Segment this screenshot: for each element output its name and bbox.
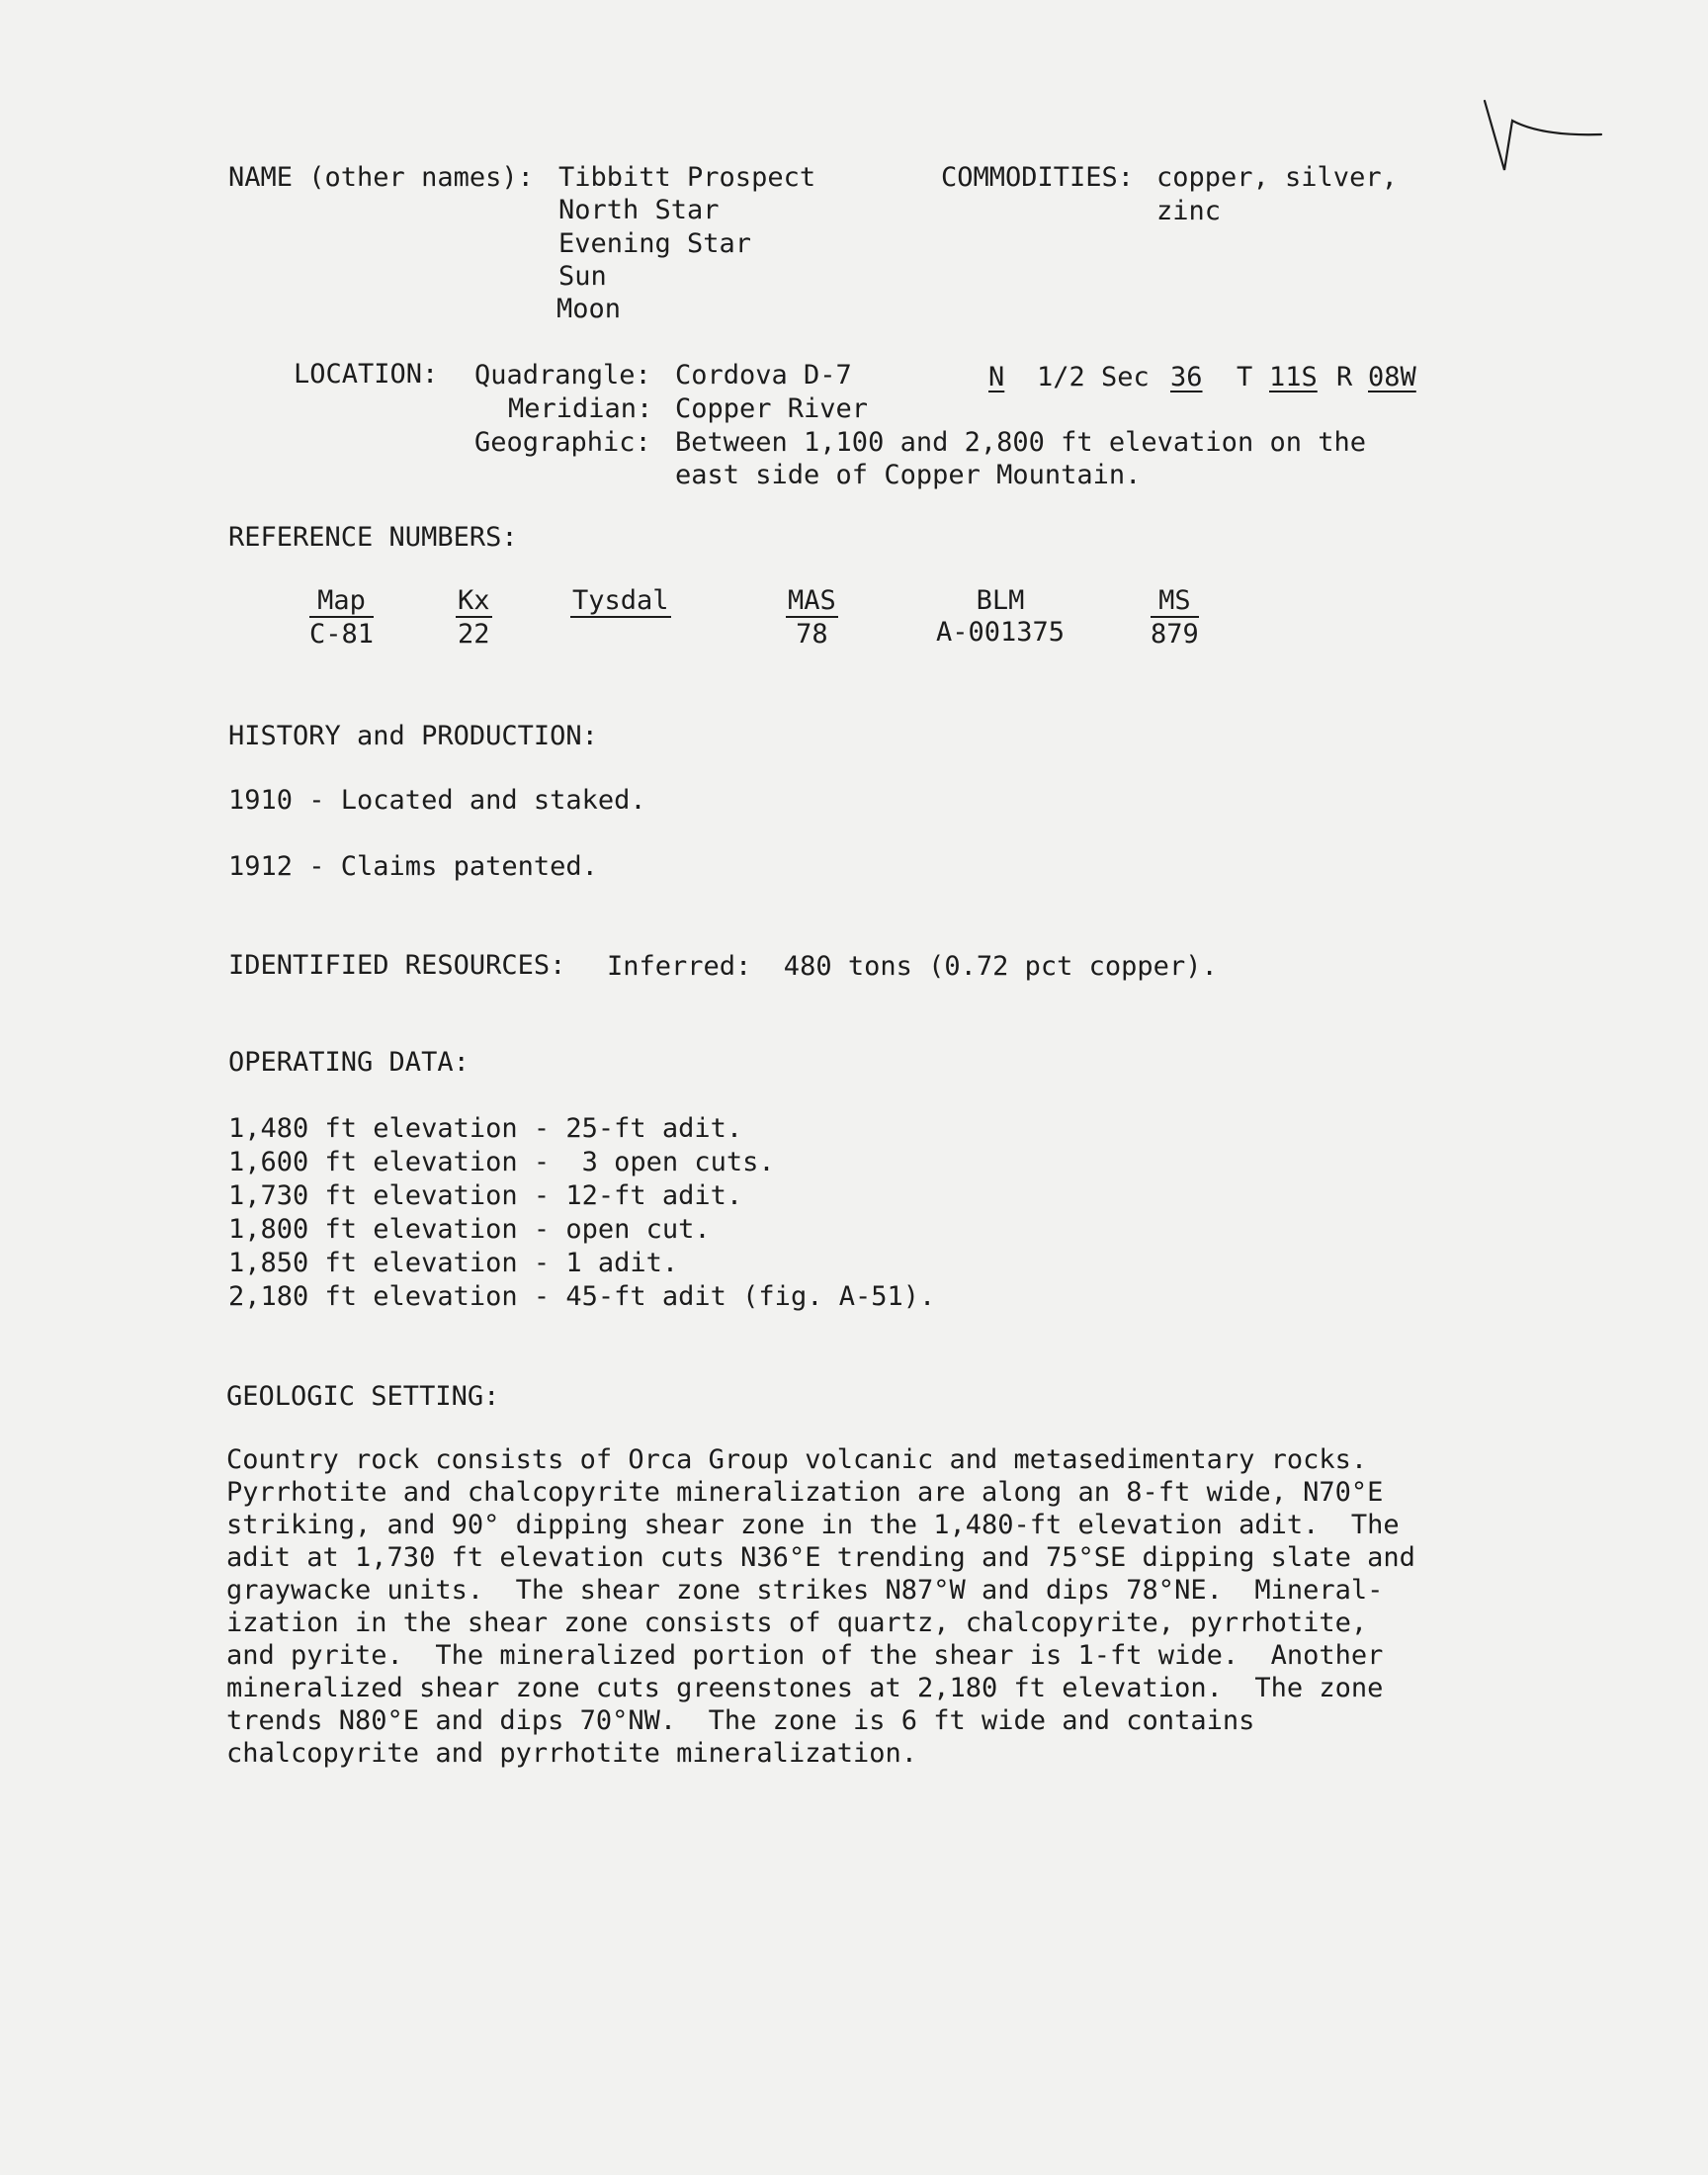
geographic-line: east side of Copper Mountain. (675, 460, 1142, 490)
location-t-label: T (1237, 362, 1253, 392)
operating-label: OPERATING DATA: (228, 1047, 470, 1078)
reference-value: 22 (458, 619, 490, 650)
commodities-line: zinc (1156, 196, 1222, 226)
reference-header: MS (1151, 585, 1199, 618)
reference-header: BLM (976, 585, 1025, 616)
geographic-label: Geographic: (474, 427, 651, 458)
name-entry: Evening Star (558, 228, 752, 259)
operating-line: 1,850 ft elevation - 1 adit. (228, 1248, 679, 1278)
operating-line: 1,480 ft elevation - 25-ft adit. (228, 1113, 743, 1144)
name-entry: Moon (556, 294, 622, 324)
quadrangle-value: Cordova D-7 (675, 360, 852, 391)
geologic-line: ization in the shear zone consists of quartz, chalcopyrite, pyrrhotite, (226, 1608, 1368, 1638)
geologic-line: mineralized shear zone cuts greenstones at 2,180 ft elevation. The zone (226, 1673, 1384, 1703)
reference-header: Tysdal (572, 585, 669, 616)
history-entry: 1910 - Located and staked. (228, 785, 646, 816)
geologic-paragraph (226, 1443, 1462, 1770)
location-section: 36 (1170, 362, 1203, 392)
location-range: 08W (1368, 362, 1416, 392)
operating-line: 1,600 ft elevation - 3 open cuts. (228, 1147, 775, 1177)
location-half-text: 1/2 Sec (1037, 362, 1150, 392)
geologic-line: chalcopyrite and pyrrhotite mineralization. (226, 1738, 917, 1769)
geologic-label: GEOLOGIC SETTING: (226, 1381, 500, 1412)
geologic-line: trends N80°E and dips 70°NW. The zone is 6 ft wide and contains (226, 1705, 1255, 1736)
history-label: HISTORY and PRODUCTION: (228, 721, 598, 751)
resources-label: IDENTIFIED RESOURCES: (228, 950, 566, 981)
reference-column-map (309, 585, 374, 651)
geologic-line: Country rock consists of Orca Group volcanic and metasedimentary rocks. (226, 1444, 1368, 1475)
reference-column-ms (1151, 585, 1199, 651)
operating-line: 2,180 ft elevation - 45-ft adit (fig. A-51). (228, 1281, 936, 1312)
name-label: NAME (other names): (228, 162, 534, 193)
reference-value: A-001375 (936, 617, 1066, 648)
reference-column-kx (456, 585, 492, 651)
commodities-line: copper, silver, (1156, 162, 1398, 193)
history-entry: 1912 - Claims patented. (228, 851, 598, 882)
geologic-line: graywacke units. The shear zone strikes N87°W and dips 78°NE. Mineral- (226, 1575, 1384, 1606)
location-r-label: R (1336, 362, 1353, 392)
meridian-value: Copper River (675, 393, 869, 424)
resources-text: Inferred: 480 tons (0.72 pct copper). (607, 951, 1218, 982)
name-entry: Sun (558, 261, 607, 292)
reference-column-blm (936, 585, 1065, 649)
reference-column-mas (786, 585, 838, 651)
reference-label: REFERENCE NUMBERS: (228, 522, 518, 553)
location-label: LOCATION: (294, 359, 439, 390)
commodities-label: COMMODITIES: (941, 162, 1135, 193)
geographic-line: Between 1,100 and 2,800 ft elevation on the (675, 427, 1366, 458)
reference-header: Kx (458, 585, 490, 616)
reference-value: C-81 (309, 619, 375, 650)
location-half: N (988, 362, 1005, 392)
reference-header: MAS (788, 585, 836, 616)
reference-column-tysdal (570, 585, 671, 618)
operating-line: 1,730 ft elevation - 12-ft adit. (228, 1180, 743, 1211)
reference-value: 879 (1151, 619, 1199, 650)
name-entry: North Star (558, 195, 720, 225)
handwritten-check-mark (1483, 99, 1621, 188)
reference-header: Map (309, 585, 374, 618)
location-township: 11S (1269, 362, 1318, 392)
name-entry: Tibbitt Prospect (558, 162, 816, 193)
operating-line: 1,800 ft elevation - open cut. (228, 1214, 711, 1245)
geologic-line: and pyrite. The mineralized portion of the shear is 1-ft wide. Another (226, 1640, 1384, 1671)
meridian-label: Meridian: (508, 393, 653, 424)
geologic-line: striking, and 90° dipping shear zone in the 1,480-ft elevation adit. The (226, 1510, 1400, 1540)
reference-value: 78 (796, 619, 828, 650)
geologic-line: adit at 1,730 ft elevation cuts N36°E trending and 75°SE dipping slate and (226, 1542, 1415, 1573)
geologic-line: Pyrrhotite and chalcopyrite mineralization are along an 8-ft wide, N70°E (226, 1477, 1384, 1508)
quadrangle-label: Quadrangle: (474, 360, 651, 391)
